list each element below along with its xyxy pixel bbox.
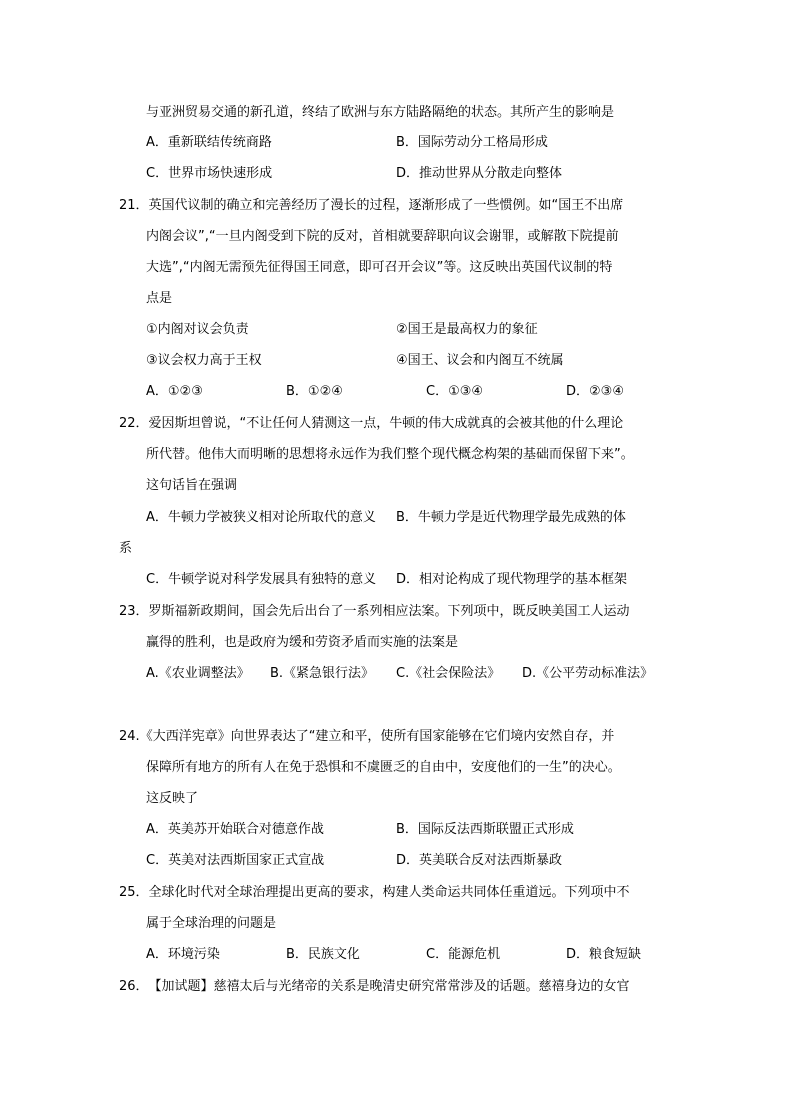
q25-option-c: C．能源危机 bbox=[426, 947, 501, 962]
q24-option-c: C．英美对法西斯国家正式宣战 bbox=[146, 853, 325, 868]
q22-text-1: 爱因斯坦曾说，“不让任何人猜测这一点，牛顿的伟大成就真的会被其他的什么理论 bbox=[148, 416, 624, 431]
q23-text-1: 罗斯福新政期间，国会先后出台了一系列相应法案。下列项中，既反映美国工人运动 bbox=[148, 604, 630, 619]
q20-option-c: C．世界市场快速形成 bbox=[146, 166, 273, 181]
q21-text-1: 英国代议制的确立和完善经历了漫长的过程，逐渐形成了一些惯例。如“国王不出席 bbox=[148, 198, 624, 213]
q20-option-b: B．国际劳动分工格局形成 bbox=[396, 135, 548, 150]
q20-option-a: A．重新联结传统商路 bbox=[146, 135, 272, 150]
q21-text-2: 内阁会议”,“一旦内阁受到下院的反对，首相就要辞职向议会谢罪，或解散下院提前 bbox=[146, 229, 619, 244]
q21-option-b: B．①②④ bbox=[286, 384, 343, 399]
q21-statement-2: ②国王是最高权力的象征 bbox=[396, 322, 538, 337]
q23-number: 23． bbox=[119, 604, 149, 619]
q23-option-b: B.《紧急银行法》 bbox=[270, 666, 375, 681]
q22-option-b-wrap: 系 bbox=[119, 541, 133, 556]
q22-text-3: 这句话旨在强调 bbox=[146, 478, 238, 493]
q21-option-c: C．①③④ bbox=[426, 384, 484, 399]
q23-option-c: C.《社会保险法》 bbox=[396, 666, 501, 681]
q25-text-1: 全球化时代对全球治理提出更高的要求，构建人类命运共同体任重道远。下列项中不 bbox=[148, 885, 630, 900]
q22-option-a: A．牛顿力学被狭义相对论所取代的意义 bbox=[146, 510, 376, 525]
q25-option-b: B．民族文化 bbox=[286, 947, 360, 962]
q20-option-d: D．推动世界从分散走向整体 bbox=[396, 166, 563, 181]
q26-number: 26． bbox=[119, 979, 149, 994]
q21-statement-4: ④国王、议会和内阁互不统属 bbox=[396, 353, 564, 368]
q21-statement-1: ①内阁对议会负责 bbox=[146, 322, 249, 337]
q24-option-d: D．英美联合反对法西斯暴政 bbox=[396, 853, 563, 868]
q25-option-a: A．环境污染 bbox=[146, 947, 220, 962]
q24-text-2: 保障所有地方的所有人在免于恐惧和不虞匮乏的自由中，安度他们的一生”的决心。 bbox=[146, 760, 621, 775]
q23-first-line bbox=[119, 604, 630, 620]
q22-number: 22． bbox=[119, 416, 149, 431]
q22-first-line bbox=[119, 416, 623, 432]
q24-first-line bbox=[119, 729, 614, 745]
q26-text-1: 【加试题】慈禧太后与光绪帝的关系是晚清史研究常常涉及的话题。慈禧身边的女官 bbox=[148, 979, 630, 994]
q25-option-d: D．粮食短缺 bbox=[566, 947, 642, 962]
q22-text-2: 所代替。他伟大而明晰的思想将永远作为我们整个现代概念构架的基础而保留下来”。 bbox=[146, 447, 634, 462]
q20-text: 与亚洲贸易交通的新孔道，终结了欧洲与东方陆路隔绝的状态。其所产生的影响是 bbox=[146, 105, 615, 120]
q21-number: 21． bbox=[119, 198, 149, 213]
q21-option-a: A．①②③ bbox=[146, 384, 203, 399]
q22-option-c: C．牛顿学说对科学发展具有独特的意义 bbox=[146, 572, 377, 587]
q23-option-d: D.《公平劳动标准法》 bbox=[522, 666, 654, 681]
q24-option-b: B．国际反法西斯联盟正式形成 bbox=[396, 822, 574, 837]
q21-statement-3: ③议会权力高于王权 bbox=[146, 353, 262, 368]
q21-text-4: 点是 bbox=[146, 291, 173, 306]
q21-first-line bbox=[119, 198, 623, 214]
q25-first-line bbox=[119, 885, 630, 901]
q22-option-d: D．相对论构成了现代物理学的基本框架 bbox=[396, 572, 628, 587]
q26-first-line bbox=[119, 979, 630, 995]
q23-option-a: A.《农业调整法》 bbox=[146, 666, 250, 681]
q25-text-2: 属于全球治理的问题是 bbox=[146, 916, 277, 931]
q22-option-b: B．牛顿力学是近代物理学最先成熟的体 bbox=[396, 510, 626, 525]
q23-text-2: 赢得的胜利，也是政府为缓和劳资矛盾而实施的法案是 bbox=[146, 635, 459, 650]
q24-option-a: A．英美苏开始联合对德意作战 bbox=[146, 822, 324, 837]
q25-number: 25． bbox=[119, 885, 149, 900]
q24-text-3: 这反映了 bbox=[146, 791, 199, 806]
q21-text-3: 大选”,“内阁无需预先征得国王同意，即可召开会议”等。这反映出英国代议制的特 bbox=[146, 260, 613, 275]
q24-text-1: 《大西洋宪章》向世界表达了“建立和平，使所有国家能够在它们境内安然自存，并 bbox=[139, 729, 615, 744]
q21-option-d: D．②③④ bbox=[566, 384, 624, 399]
q24-number: 24. bbox=[119, 729, 140, 744]
